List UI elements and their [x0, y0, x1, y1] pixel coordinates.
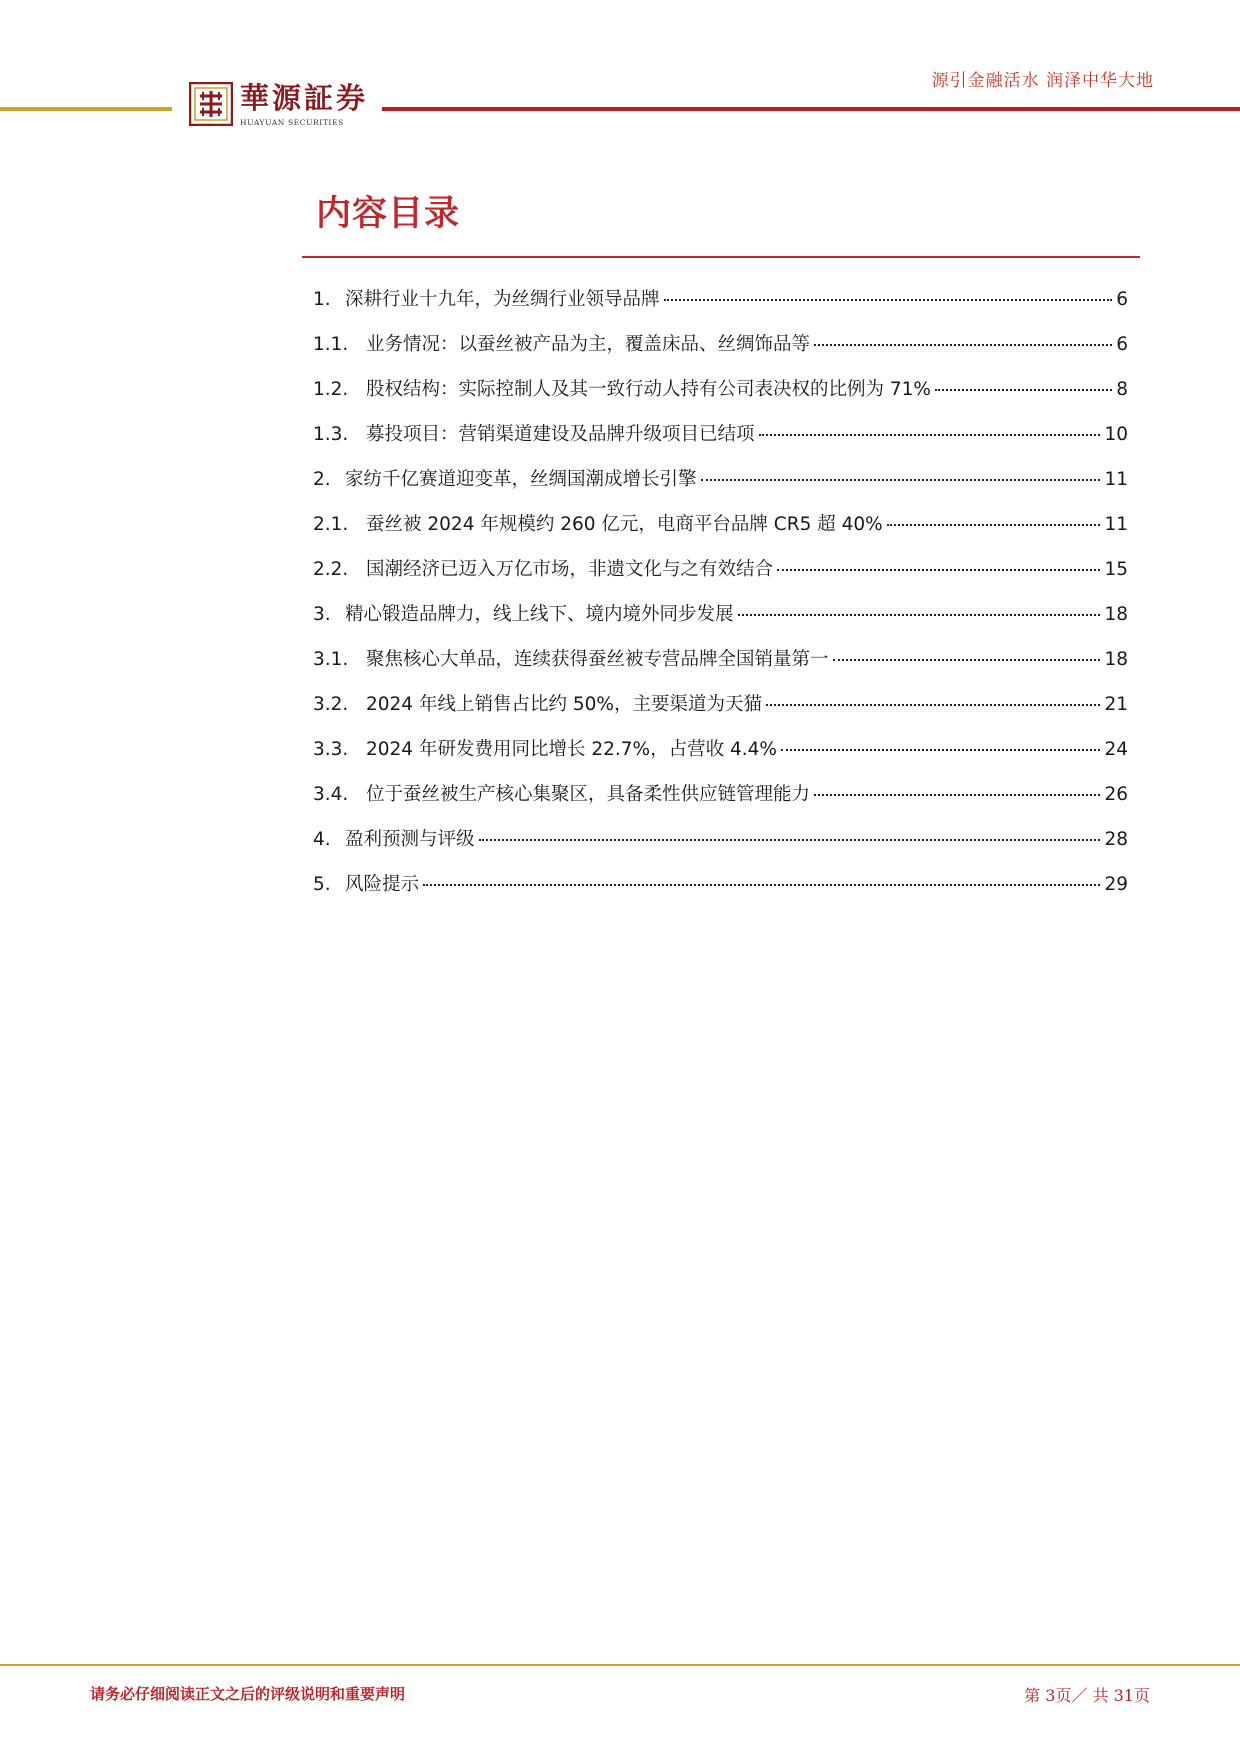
logo-subtext: HUAYUAN SECURITIES	[240, 118, 344, 127]
toc-entry-number: 2.1.	[313, 514, 349, 535]
toc-entry[interactable]	[313, 870, 1128, 915]
footer-rule	[0, 1664, 1240, 1666]
header-rule-red	[382, 107, 1240, 111]
toc-entry-number: 2.	[313, 469, 331, 490]
toc-entry[interactable]	[313, 465, 1128, 510]
toc-entry-text: 业务情况：以蚕丝被产品为主，覆盖床品、丝绸饰品等	[366, 334, 811, 355]
toc-leader-dots	[701, 479, 1101, 481]
toc-list	[313, 285, 1128, 915]
toc-entry[interactable]	[313, 375, 1128, 420]
toc-entry-text: 国潮经济已迈入万亿市场，非遗文化与之有效结合	[366, 559, 774, 580]
toc-entry-page: 21	[1104, 694, 1128, 715]
toc-entry-number: 3.3.	[313, 739, 349, 760]
toc-entry-number: 3.2.	[313, 694, 349, 715]
toc-entry[interactable]	[313, 825, 1128, 870]
toc-entry-page: 10	[1104, 424, 1128, 445]
toc-entry-text: 股权结构：实际控制人及其一致行动人持有公司表决权的比例为 71%	[366, 379, 932, 400]
footer-disclaimer: 请务必仔细阅读正文之后的评级说明和重要声明	[90, 1685, 406, 1703]
toc-leader-dots	[664, 299, 1113, 301]
toc-entry[interactable]	[313, 420, 1128, 465]
toc-entry-page: 29	[1104, 874, 1128, 895]
logo-mark-icon	[189, 82, 233, 126]
toc-leader-dots	[479, 839, 1101, 841]
toc-entry-text: 风险提示	[345, 874, 420, 895]
header-slogan: 源引金融活水 润泽中华大地	[931, 71, 1154, 91]
toc-entry-number: 5.	[313, 874, 331, 895]
toc-leader-dots	[781, 749, 1100, 751]
toc-entry[interactable]	[313, 510, 1128, 555]
toc-entry[interactable]	[313, 555, 1128, 600]
toc-entry-number: 1.3.	[313, 424, 349, 445]
toc-entry-page: 6	[1116, 289, 1128, 310]
logo-text: 華源証券	[240, 81, 369, 115]
toc-leader-dots	[423, 884, 1100, 886]
toc-leader-dots	[887, 524, 1101, 526]
toc-entry-number: 3.1.	[313, 649, 349, 670]
toc-entry-text: 募投项目：营销渠道建设及品牌升级项目已结项	[366, 424, 755, 445]
toc-entry-page: 28	[1104, 829, 1128, 850]
toc-leader-dots	[814, 344, 1112, 346]
toc-entry[interactable]	[313, 690, 1128, 735]
toc-entry[interactable]	[313, 330, 1128, 375]
toc-leader-dots	[759, 434, 1101, 436]
toc-leader-dots	[738, 614, 1101, 616]
toc-leader-dots	[777, 569, 1100, 571]
toc-entry[interactable]	[313, 285, 1128, 330]
toc-entry-number: 1.1.	[313, 334, 349, 355]
toc-entry-text: 家纺千亿赛道迎变革，丝绸国潮成增长引擎	[345, 469, 697, 490]
toc-entry-page: 15	[1104, 559, 1128, 580]
toc-entry[interactable]	[313, 645, 1128, 690]
title-rule	[302, 256, 1140, 258]
toc-entry-page: 6	[1116, 334, 1128, 355]
toc-entry[interactable]	[313, 780, 1128, 825]
toc-leader-dots	[814, 794, 1100, 796]
toc-title: 内容目录	[316, 194, 461, 234]
toc-entry-number: 1.2.	[313, 379, 349, 400]
toc-entry-page: 11	[1104, 514, 1128, 535]
toc-entry-text: 位于蚕丝被生产核心集聚区，具备柔性供应链管理能力	[366, 784, 811, 805]
toc-entry-page: 26	[1104, 784, 1128, 805]
toc-entry-page: 18	[1104, 649, 1128, 670]
header-rule-gold	[0, 107, 172, 111]
toc-leader-dots	[935, 389, 1112, 391]
toc-entry-page: 24	[1104, 739, 1128, 760]
toc-entry-number: 2.2.	[313, 559, 349, 580]
toc-entry-page: 11	[1104, 469, 1128, 490]
toc-leader-dots	[833, 659, 1101, 661]
toc-leader-dots	[766, 704, 1100, 706]
toc-entry-text: 2024 年线上销售占比约 50%，主要渠道为天猫	[366, 694, 762, 715]
toc-entry-number: 3.	[313, 604, 331, 625]
toc-entry[interactable]	[313, 600, 1128, 645]
toc-entry-number: 4.	[313, 829, 331, 850]
toc-entry-text: 深耕行业十九年，为丝绸行业领导品牌	[345, 289, 660, 310]
toc-entry-text: 2024 年研发费用同比增长 22.7%，占营收 4.4%	[366, 739, 777, 760]
toc-entry-page: 8	[1116, 379, 1128, 400]
toc-entry-text: 蚕丝被 2024 年规模约 260 亿元，电商平台品牌 CR5 超 40%	[366, 514, 883, 535]
toc-entry[interactable]	[313, 735, 1128, 780]
toc-entry-number: 3.4.	[313, 784, 349, 805]
toc-entry-text: 精心锻造品牌力，线上线下、境内境外同步发展	[345, 604, 734, 625]
toc-entry-page: 18	[1104, 604, 1128, 625]
toc-entry-number: 1.	[313, 289, 331, 310]
toc-entry-text: 聚焦核心大单品，连续获得蚕丝被专营品牌全国销量第一	[366, 649, 829, 670]
footer-page-indicator: 第 3页／ 共 31页	[1024, 1686, 1150, 1705]
toc-entry-text: 盈利预测与评级	[345, 829, 475, 850]
